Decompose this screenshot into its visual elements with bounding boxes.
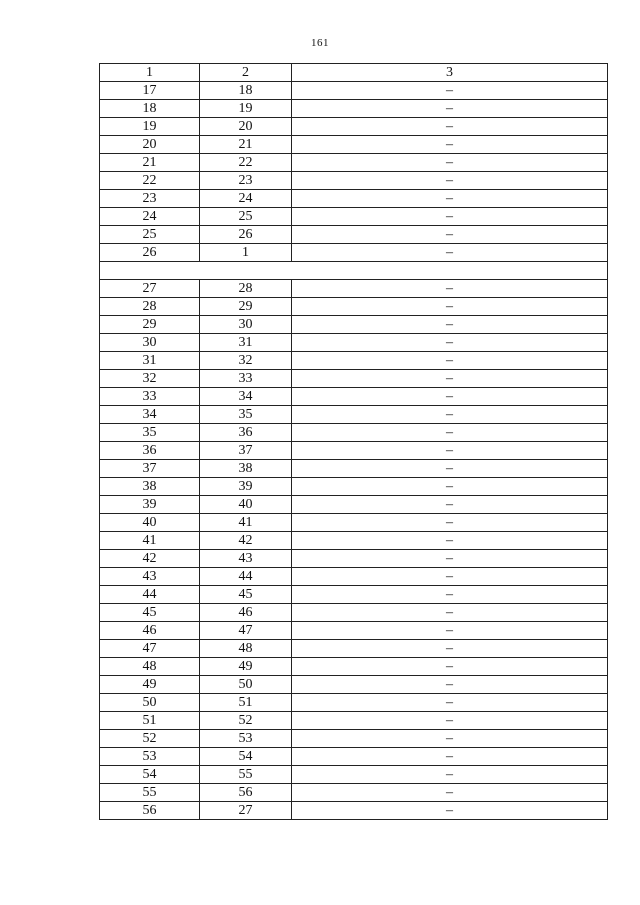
table-cell: 46	[200, 604, 292, 622]
table-cell: 25	[200, 208, 292, 226]
table-row	[100, 586, 608, 604]
table-cell: 38	[200, 460, 292, 478]
table-cell: –	[292, 352, 608, 370]
table-row	[100, 406, 608, 424]
table-cell: –	[292, 316, 608, 334]
table-cell: 22	[100, 172, 200, 190]
table-cell: –	[292, 280, 608, 298]
table-cell: 37	[100, 460, 200, 478]
table-cell: 55	[100, 784, 200, 802]
table-row	[100, 478, 608, 496]
table-cell: –	[292, 766, 608, 784]
table-cell: –	[292, 424, 608, 442]
table-cell: –	[292, 334, 608, 352]
table-cell: –	[292, 172, 608, 190]
table-cell: 19	[200, 100, 292, 118]
table-cell: 55	[200, 766, 292, 784]
table-cell: 51	[200, 694, 292, 712]
table-cell: 34	[100, 406, 200, 424]
table-cell: 27	[200, 802, 292, 820]
table-cell: 43	[100, 568, 200, 586]
table-cell: –	[292, 568, 608, 586]
table-cell: –	[292, 496, 608, 514]
column-header: 3	[292, 64, 608, 82]
table-header-row	[100, 64, 608, 82]
section-divider-row	[100, 262, 608, 280]
table-cell: 37	[200, 442, 292, 460]
table-cell: 48	[200, 640, 292, 658]
table-cell: 33	[100, 388, 200, 406]
table-row	[100, 766, 608, 784]
table-cell: 18	[100, 100, 200, 118]
table-cell: –	[292, 514, 608, 532]
table-cell: 35	[200, 406, 292, 424]
table-cell: 54	[200, 748, 292, 766]
table-cell: –	[292, 442, 608, 460]
column-header: 2	[200, 64, 292, 82]
table-cell: –	[292, 748, 608, 766]
table-cell: 28	[200, 280, 292, 298]
table-cell: 25	[100, 226, 200, 244]
table-cell: –	[292, 712, 608, 730]
table-cell: 50	[100, 694, 200, 712]
table-cell: –	[292, 802, 608, 820]
table-cell: 56	[100, 802, 200, 820]
table-row	[100, 532, 608, 550]
table-cell: 52	[100, 730, 200, 748]
empty-divider-cell	[100, 262, 608, 280]
table-cell: 43	[200, 550, 292, 568]
table-cell: 47	[200, 622, 292, 640]
table-cell: –	[292, 406, 608, 424]
table-row	[100, 280, 608, 298]
table-cell: –	[292, 154, 608, 172]
table-cell: 47	[100, 640, 200, 658]
table-cell: –	[292, 604, 608, 622]
table-row	[100, 514, 608, 532]
table-cell: 23	[200, 172, 292, 190]
table-row	[100, 712, 608, 730]
table-cell: 45	[200, 586, 292, 604]
table-cell: 17	[100, 82, 200, 100]
table-cell: 44	[200, 568, 292, 586]
table-row	[100, 352, 608, 370]
table-row	[100, 244, 608, 262]
table-cell: 20	[200, 118, 292, 136]
table-row	[100, 208, 608, 226]
table-cell: –	[292, 532, 608, 550]
table-cell: 49	[200, 658, 292, 676]
table-row	[100, 658, 608, 676]
table-cell: 50	[200, 676, 292, 694]
table-cell: –	[292, 694, 608, 712]
table-cell: 35	[100, 424, 200, 442]
table-cell: 36	[100, 442, 200, 460]
table-cell: 34	[200, 388, 292, 406]
table-cell: 49	[100, 676, 200, 694]
table-row	[100, 496, 608, 514]
table-cell: –	[292, 640, 608, 658]
table-cell: 54	[100, 766, 200, 784]
table-row	[100, 388, 608, 406]
table-row	[100, 604, 608, 622]
table-cell: 26	[200, 226, 292, 244]
table-cell: –	[292, 784, 608, 802]
table-cell: 1	[200, 244, 292, 262]
table-cell: 41	[100, 532, 200, 550]
table-row	[100, 316, 608, 334]
table-cell: 31	[200, 334, 292, 352]
table-cell: 27	[100, 280, 200, 298]
table-cell: 51	[100, 712, 200, 730]
table-cell: –	[292, 730, 608, 748]
table-cell: 36	[200, 424, 292, 442]
table-row	[100, 136, 608, 154]
table-cell: –	[292, 460, 608, 478]
table-row	[100, 568, 608, 586]
table-cell: –	[292, 244, 608, 262]
table-row	[100, 550, 608, 568]
table-cell: –	[292, 370, 608, 388]
table-cell: 30	[100, 334, 200, 352]
table-row	[100, 784, 608, 802]
table-row	[100, 370, 608, 388]
table-row	[100, 730, 608, 748]
table-row	[100, 442, 608, 460]
table-cell: 21	[100, 154, 200, 172]
table-cell: –	[292, 190, 608, 208]
page-number: 161	[311, 37, 329, 49]
table-cell: –	[292, 586, 608, 604]
table-row	[100, 190, 608, 208]
table-cell: 44	[100, 586, 200, 604]
table-cell: –	[292, 622, 608, 640]
table-cell: –	[292, 658, 608, 676]
table-cell: 24	[200, 190, 292, 208]
table-cell: 29	[100, 316, 200, 334]
table-cell: 32	[200, 352, 292, 370]
table-cell: 45	[100, 604, 200, 622]
table-row	[100, 748, 608, 766]
table-row	[100, 154, 608, 172]
table-row	[100, 100, 608, 118]
table-cell: –	[292, 478, 608, 496]
table-cell: 40	[200, 496, 292, 514]
table-row	[100, 82, 608, 100]
table-row	[100, 622, 608, 640]
table-cell: 33	[200, 370, 292, 388]
table-cell: 30	[200, 316, 292, 334]
data-table	[99, 63, 608, 820]
table-cell: 24	[100, 208, 200, 226]
table-cell: 52	[200, 712, 292, 730]
table-cell: 48	[100, 658, 200, 676]
table-cell: 22	[200, 154, 292, 172]
table-cell: 29	[200, 298, 292, 316]
table-cell: 19	[100, 118, 200, 136]
table-cell: 53	[100, 748, 200, 766]
table-cell: 20	[100, 136, 200, 154]
table-cell: 21	[200, 136, 292, 154]
table-cell: –	[292, 676, 608, 694]
table-row	[100, 694, 608, 712]
table-cell: 40	[100, 514, 200, 532]
table-cell: –	[292, 388, 608, 406]
table-row	[100, 460, 608, 478]
column-header: 1	[100, 64, 200, 82]
table-cell: –	[292, 136, 608, 154]
table-cell: 42	[200, 532, 292, 550]
table-cell: –	[292, 100, 608, 118]
table-cell: 23	[100, 190, 200, 208]
table-cell: 26	[100, 244, 200, 262]
table-row	[100, 334, 608, 352]
table-row	[100, 640, 608, 658]
table-cell: –	[292, 550, 608, 568]
table-cell: –	[292, 118, 608, 136]
table-row	[100, 172, 608, 190]
table-cell: –	[292, 298, 608, 316]
table-row	[100, 802, 608, 820]
table-cell: 53	[200, 730, 292, 748]
table-cell: 39	[100, 496, 200, 514]
table-cell: 39	[200, 478, 292, 496]
table-cell: –	[292, 208, 608, 226]
table-cell: 41	[200, 514, 292, 532]
table-row	[100, 424, 608, 442]
table-cell: –	[292, 226, 608, 244]
table-cell: 32	[100, 370, 200, 388]
table-cell: 18	[200, 82, 292, 100]
table-cell: 46	[100, 622, 200, 640]
table-cell: –	[292, 82, 608, 100]
table-cell: 56	[200, 784, 292, 802]
table-row	[100, 676, 608, 694]
table-cell: 38	[100, 478, 200, 496]
table-cell: 42	[100, 550, 200, 568]
table-cell: 28	[100, 298, 200, 316]
table-row	[100, 118, 608, 136]
table-cell: 31	[100, 352, 200, 370]
table-row	[100, 298, 608, 316]
table-row	[100, 226, 608, 244]
